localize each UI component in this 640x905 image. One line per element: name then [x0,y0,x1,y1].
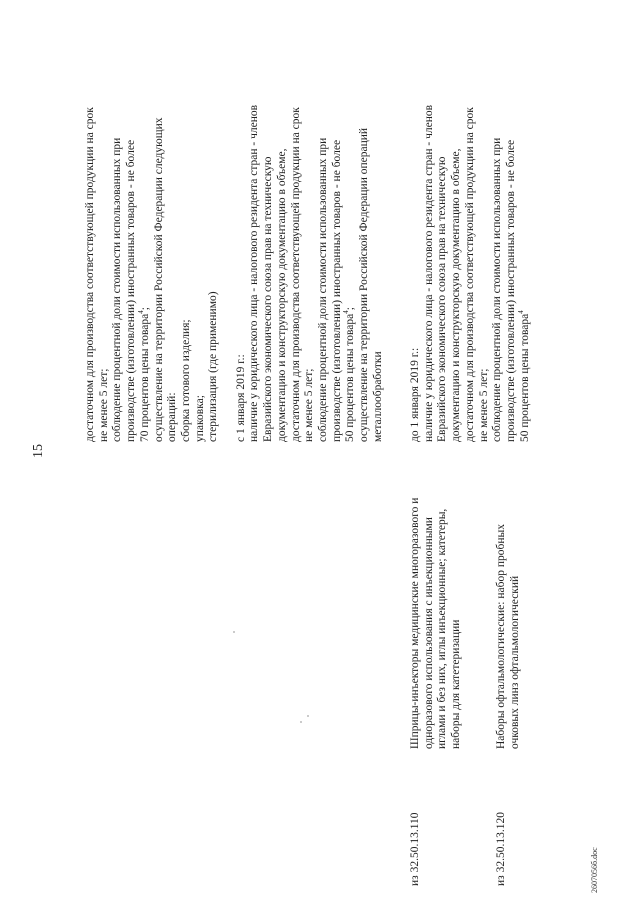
text-line: наличие у юридического лица - налогового резидента стран - членов [248,104,261,442]
footnote-mark: 4 [342,310,351,314]
text-line: наборы для катетеризации [450,619,463,749]
scan-speck [300,721,302,723]
row-product-name [409,449,464,749]
text-line [516,12,533,442]
text-span: 50 процентов цены товара [518,313,531,442]
text-line: документацию и конструкторскую документацию в объеме, [275,148,288,442]
text-line: достаточном для производства соответствующей продукции на срок [289,107,302,442]
row-code: из 32.50.13.110 [409,812,421,886]
text-line: производстве (изготовлении) иностранных товаров - не более [504,139,517,442]
text-line: достаточном для производства соответствующей продукции на срок [463,107,476,442]
row-conditions [409,12,532,442]
text-line: не менее 5 лет; [477,368,490,442]
text-line: Наборы офтальмологические: набор пробных [495,524,507,749]
text-span: 70 процентов цены товара [138,313,151,442]
text-line: производстве (изготовлении) иностранных товаров - не более [330,139,343,442]
text-line: металлообработки [371,351,384,442]
text-line: стерилизация (где применимо) [207,291,220,442]
text-span: ; [344,307,357,311]
footer-file-reference: 2607056б.doc [590,847,599,893]
text-line: производстве (изготовлении) иностранных товаров - не более [125,139,138,442]
footnote-mark: 4 [516,310,525,314]
text-line: не менее 5 лет; [303,368,316,442]
continued-conditions [84,12,385,442]
text-line: соблюдение процентной доли стоимости использованных при [316,137,329,442]
text-line: документацию и конструкторскую документацию в объеме, [450,148,463,442]
text-line: упаковка; [193,395,206,442]
text-line: достаточном для производства соответствующей продукции на срок [84,107,96,442]
blank-line [221,12,235,442]
page-number: 15 [31,444,46,458]
footnote-mark: 4 [136,310,145,314]
text-span: 50 процентов цены товара [344,313,357,442]
text-span: ; [138,307,151,311]
scan-speck [233,631,235,633]
text-line: одноразового использования с инъекционными [422,517,435,749]
text-line: сборка готового изделия; [179,319,192,442]
text-line: наличие у юридического лица - налогового резидента стран - членов [422,104,435,442]
text-line: до 1 января 2019 г.: [409,347,421,442]
text-line: операций: [166,392,179,442]
text-line [136,12,153,442]
text-line [344,12,358,442]
row-code: из 32.50.13.120 [495,812,507,886]
text-line: соблюдение процентной доли стоимости использованных при [491,137,504,442]
text-line: Евразийского экономического союза прав на техническую [262,156,275,442]
text-line: иглами и без них, иглы инъекционные; катетеры, [436,508,449,749]
text-line: соблюдение процентной доли стоимости использованных при [111,137,124,442]
text-line: очковых линз офтальмологический [508,575,521,749]
row-product-name [495,449,522,749]
text-line: Евразийского экономического союза прав на техническую [436,156,449,442]
text-line: осуществление на территории Российской Федерации операций [358,127,371,442]
scan-speck [307,715,309,717]
text-line: Шприцы-инъекторы медицинские многоразового и [409,497,421,749]
text-line: осуществление на территории Российской Федерации следующих [152,117,165,442]
text-line: с 1 января 2019 г.: [234,354,247,442]
text-line: не менее 5 лет; [97,368,110,442]
